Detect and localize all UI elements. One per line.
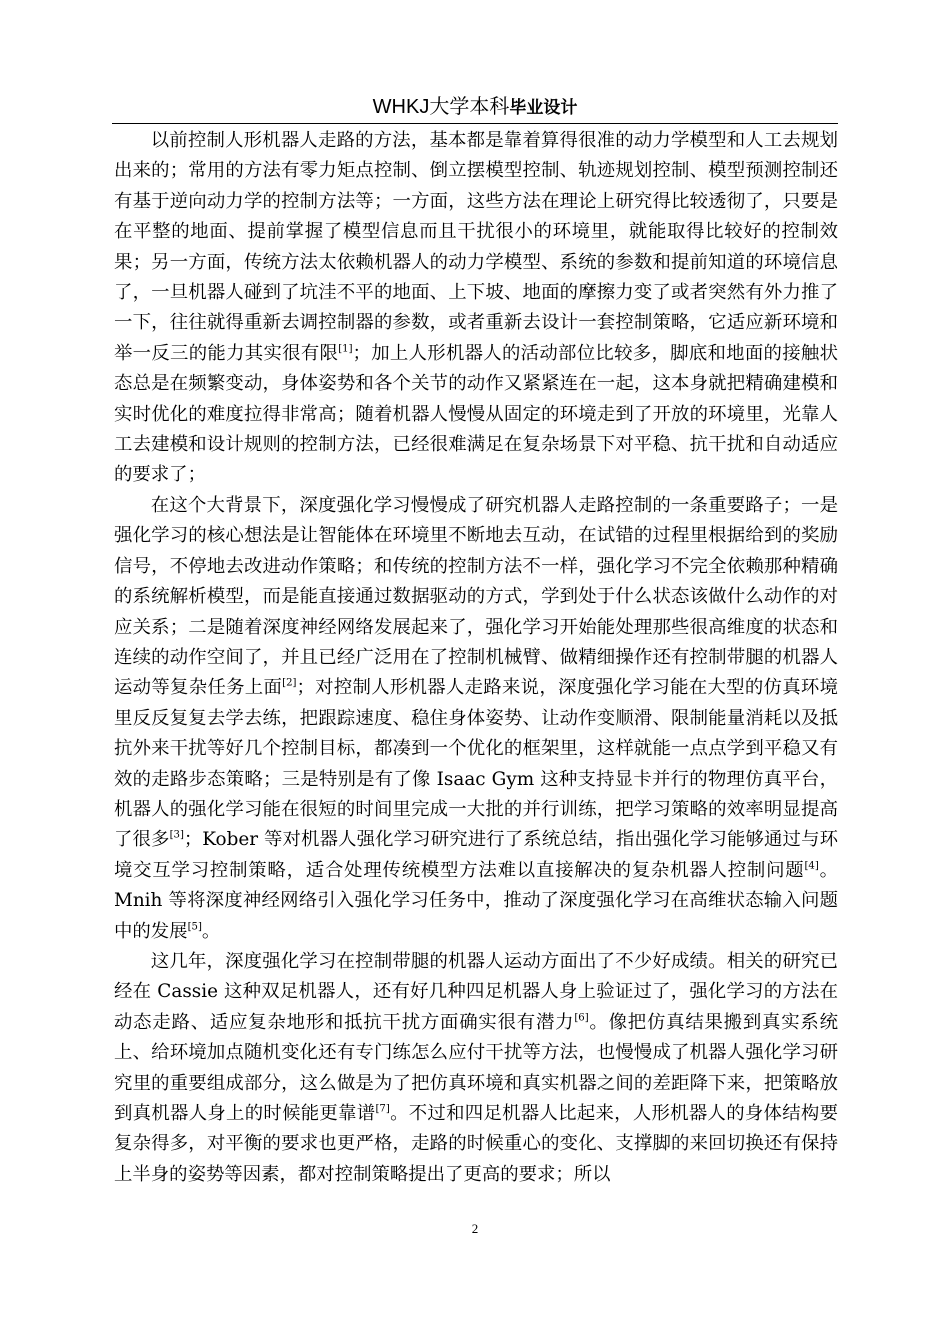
paragraph-text: ；加上人形机器人的活动部位比较多，脚底和地面的接触状态总是在频繁变动，身体姿势和各个关节的动作又紧紧连在一起，这本身就把精确建模和实时优化的难度拉得非常高；随着机器人慢慢从固定的环境走到了开放的环境里，光靠人工去建模和设计规则的控制方法，已经很难满足在复杂场景下对平稳、抗干扰和自动适应的要求了； [114, 342, 838, 486]
citation-ref: [5] [187, 920, 202, 932]
paragraph-1 [114, 126, 838, 491]
header-school-name: WHKJ大学本科 [372, 96, 510, 118]
citation-ref: [4] [804, 860, 819, 872]
citation-ref: [2] [282, 677, 297, 689]
paragraph-3 [114, 947, 838, 1190]
paragraph-text: ；Kober 等对机器人强化学习研究进行了系统总结，指出强化学习能够通过与环境交互学习控制策略，适合处理传统模型方法难以直接解决的复杂机器人控制问题 [114, 829, 838, 881]
paragraph-text: 以前控制人形机器人走路的方法，基本都是靠着算得很准的动力学模型和人工去规划出来的；常用的方法有零力矩点控制、倒立摆模型控制、轨迹规划控制、模型预测控制还有基于逆向动力学的控制方法等；一方面，这些方法在理论上研究得比较透彻了，只要是在平整的地面、提前掌握了模型信息而且干扰很小的环境里，就能取得比较好的控制效果；另一方面，传统方法太依赖机器人的动力学模型、系统的参数和提前知道的环境信息了，一旦机器人碰到了坑洼不平的地面、上下坡、地面的摩擦力变了或者突然有外力推了一下，往往就得重新去调控制器的参数，或者重新去设计一套控制策略，它适应新环境和举一反三的能力其实很有限 [114, 130, 838, 364]
citation-ref: [3] [169, 829, 184, 841]
paragraph-text: 。像把仿真结果搬到真实系统上、给环境加点随机变化还有专门练怎么应付干扰等方法，也慢慢成了机器人强化学习研究里的重要组成部分，这么做是为了把仿真环境和真实机器之间的差距降下来，把策略放到真机器人身上的时候能更靠谱 [114, 1011, 838, 1124]
paragraph-text: 。Mnih 等将深度神经网络引入强化学习任务中，推动了深度强化学习在高维状态输入问题中的发展 [114, 859, 838, 942]
citation-ref: [6] [574, 1012, 589, 1024]
body-text [114, 126, 838, 1190]
header-rule [112, 123, 838, 124]
paragraph-text: 。不过和四足机器人比起来，人形机器人的身体结构要复杂得多，对平衡的要求也更严格，走路的时候重心的变化、支撑脚的来回切换还有保持上半身的姿势等因素，都对控制策略提出了更高的要求；所以 [114, 1103, 838, 1185]
citation-ref: [7] [375, 1103, 390, 1115]
citation-ref: [1] [338, 343, 353, 355]
page-number: 2 [471, 1221, 479, 1236]
paragraph-text: 。 [201, 920, 221, 942]
paragraph-text: 在这个大背景下，深度强化学习慢慢成了研究机器人走路控制的一条重要路子；一是强化学习的核心想法是让智能体在环境里不断地去互动，在试错的过程里根据给到的奖励信号，不停地去改进动作策略；和传统的控制方法不一样，强化学习不完全依赖那种精确的系统解析模型，而是能直接通过数据驱动的方式，学到处于什么状态该做什么动作的对应关系；二是随着深度神经网络发展起来了，强化学习开始能处理那些很高维度的状态和连续的动作空间了，并且已经广泛用在了控制机械臂、做精细操作还有控制带腿的机器人运动等复杂任务上面 [114, 494, 838, 699]
paragraph-text: 这几年，深度强化学习在控制带腿的机器人运动方面出了不少好成绩。相关的研究已经在 Cassie 这种双足机器人，还有好几种四足机器人身上验证过了，强化学习的方法在动态走路、适应复杂地形和抵抗干扰方面确实很有潜力 [114, 950, 838, 1033]
paragraph-2 [114, 491, 838, 947]
paragraph-text: ；对控制人形机器人走路来说，深度强化学习能在大型的仿真环境里反反复复去学去练，把跟踪速度、稳住身体姿势、让动作变顺滑、限制能量消耗以及抵抗外来干扰等好几个控制目标，都凑到一个优化的框架里，这样就能一点点学到平稳又有效的走路步态策略；三是特别是有了像 Isaac Gym 这种支持显卡并行的物理仿真平台，机器人的强化学习能在很短的时间里完成一大批的并行训练，把学习策略的效率明显提高了很多 [114, 677, 838, 851]
page-header [0, 92, 950, 122]
header-document-type: 毕业设计 [509, 98, 578, 118]
